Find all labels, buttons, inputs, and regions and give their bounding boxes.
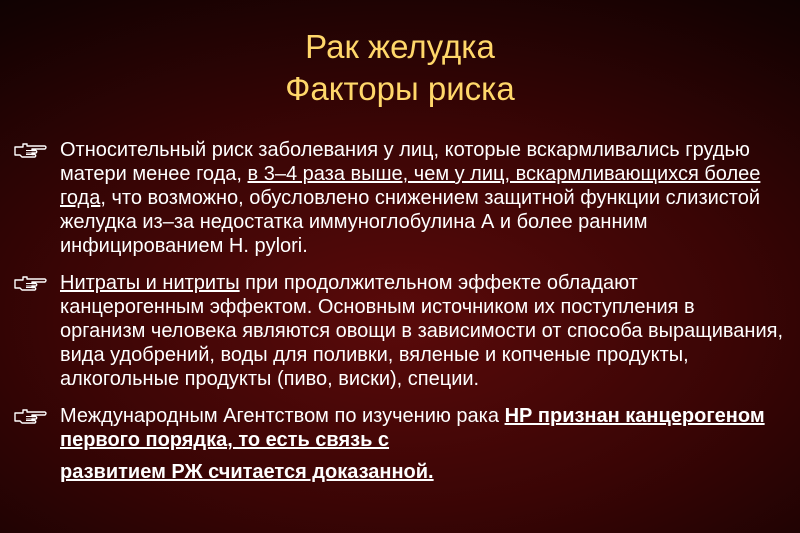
bullet-1-text: Относительный риск заболевания у лиц, которые вскармливались грудью матери менее года, [60, 139, 750, 185]
pointing-hand-icon [14, 141, 48, 159]
bullet-list [14, 138, 784, 497]
bullet-1-underlined: в 3–4 раза выше, чем у лиц, вскармливающихся более года [60, 163, 761, 209]
bullet-2-underlined: Нитраты и нитриты [60, 272, 240, 294]
slide-title [0, 26, 800, 110]
pointing-hand-icon [14, 407, 48, 425]
title-line-2: Факторы риска [285, 70, 515, 107]
bullet-item-nitrates [14, 271, 784, 391]
title-line-1: Рак желудка [305, 28, 495, 65]
bullet-2-text: при продолжительном эффекте обладают канцерогенным эффектом. Основным источником их поступления в организм человека являются овощи в зависимости от способа выращивания, вида удобрений, воды для поливки, вяленые и копченые продукты, алкогольные продукты (пиво, виски), специи. [60, 272, 783, 390]
bullet-item-breastfeeding [14, 138, 784, 258]
bullet-3-text: Международным Агентством по изучению рака [60, 405, 505, 427]
pointing-hand-icon [14, 274, 48, 292]
bullet-item-iarc [14, 404, 784, 484]
bullet-3-bold-underlined: НР признан канцерогеном первого порядка, то есть связь с [60, 405, 765, 451]
bullet-3-bold-underlined-end: развитием РЖ считается доказанной. [60, 461, 434, 483]
bullet-1-text-end: , что возможно, обусловлено снижением защитной функции слизистой желудка из–за недостатка иммуноглобулина А и более ранним инфицированием H. pylori. [60, 187, 761, 257]
